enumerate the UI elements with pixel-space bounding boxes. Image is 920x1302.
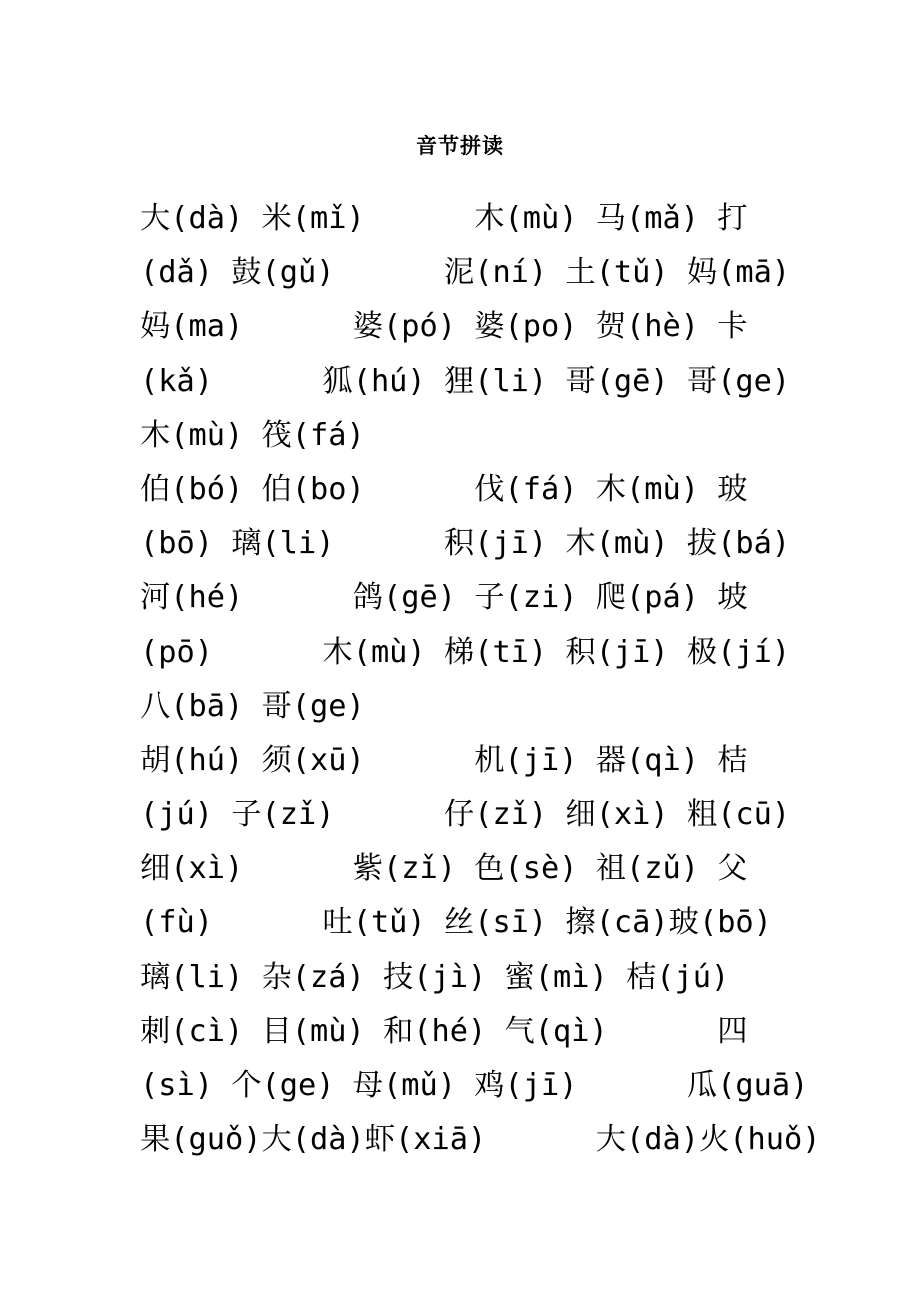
text-line: 果(guǒ)大(dà)虾(xiā) 大(dà)火(huǒ) [140,1122,821,1158]
text-line: (jú) 子(zǐ) 仔(zǐ) 细(xì) 粗(cū) [140,797,791,833]
text-line: (bō) 璃(li) 积(jī) 木(mù) 拔(bá) [140,526,791,562]
text-line: 刺(cì) 目(mù) 和(hé) 气(qì) 四 [140,1013,748,1049]
text-line: (sì) 个(ge) 母(mǔ) 鸡(jī) 瓜(guā) [140,1068,809,1103]
text-line: 木(mù) 筏(fá) [140,417,365,453]
text-line: (fù) 吐(tǔ) 丝(sī) 擦(cā)玻(bō) [140,905,772,941]
text-line: (pō) 木(mù) 梯(tī) 积(jī) 极(jí) [140,634,791,670]
page-title: 音节拼读 [416,133,504,158]
text-line: 大(dà) 米(mǐ) 木(mù) 马(mǎ) 打 [140,201,748,236]
text-line: 胡(hú) 须(xū) 机(jī) 器(qì) 桔 [140,742,748,778]
text-line: 八(bā) 哥(ge) [140,688,365,724]
text-line: 伯(bó) 伯(bo) 伐(fá) 木(mù) 玻 [140,471,748,507]
text-line: 妈(ma) 婆(pó) 婆(po) 贺(hè) 卡 [140,309,748,345]
text-line: 璃(li) 杂(zá) 技(jì) 蜜(mì) 桔(jú) [140,959,730,995]
text-line: (dǎ) 鼓(gǔ) 泥(ní) 土(tǔ) 妈(mā) [140,255,791,291]
text-line: 河(hé) 鸽(gē) 子(zi) 爬(pá) 坡 [140,580,748,616]
text-line: 细(xì) 紫(zǐ) 色(sè) 祖(zǔ) 父 [140,851,748,887]
syllable-text-body [140,192,860,1167]
text-line: (kǎ) 狐(hú) 狸(li) 哥(gē) 哥(ge) [140,363,791,399]
